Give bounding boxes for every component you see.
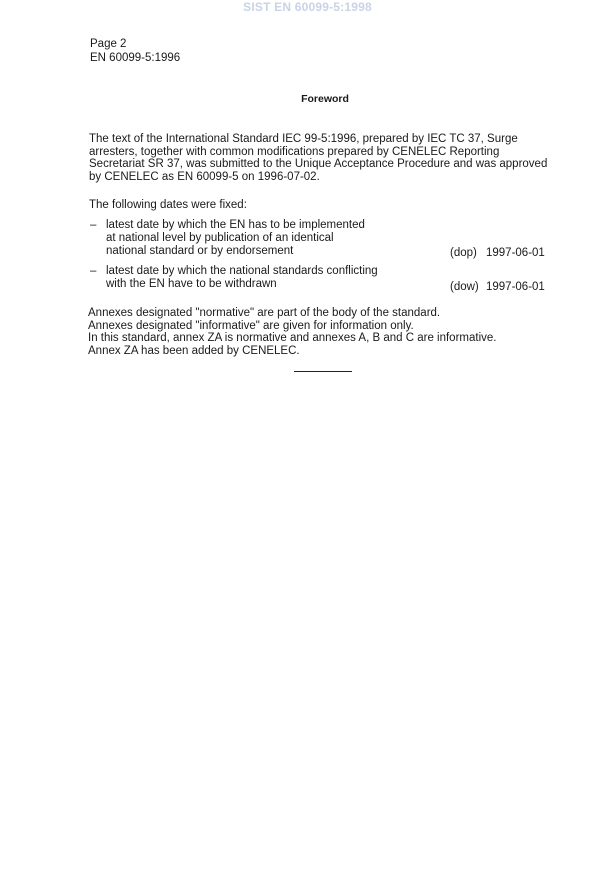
dates-intro: The following dates were fixed: [89, 199, 247, 211]
date-value: 1997-06-01 [486, 247, 545, 259]
annex-line: In this standard, annex ZA is normative and annexes A, B and C are informative. [88, 332, 497, 344]
date-item-description [106, 219, 365, 258]
date-item-description [106, 265, 378, 291]
intro-line: Secretariat SR 37, was submitted to the Unique Acceptance Procedure and was approved [89, 158, 548, 170]
foreword-intro-paragraph [89, 133, 561, 183]
annex-line: Annex ZA has been added by CENELEC. [88, 344, 300, 357]
page-header [90, 37, 180, 65]
page-number: Page 2 [90, 38, 127, 50]
intro-line: The text of the International Standard IEC 99-5:1996, prepared by IEC TC 37, Surge [89, 133, 518, 145]
date-item-line: latest date by which the EN has to be implemented [106, 219, 365, 231]
annexes-paragraph [88, 307, 496, 357]
annex-line: Annexes designated "normative" are part of the body of the standard. [88, 307, 441, 319]
date-item-line: latest date by which the national standards conflicting [106, 265, 378, 277]
annex-line: Annexes designated "informative" are given for information only. [88, 319, 414, 332]
intro-line: arresters, together with common modifications prepared by CENELEC Reporting [89, 145, 500, 158]
date-code: (dop) [450, 247, 477, 259]
date-item-line: at national level by publication of an identical [106, 232, 334, 244]
foreword-title: Foreword [301, 93, 349, 105]
date-item-line: national standard or by endorsement [106, 245, 294, 257]
date-code: (dow) [450, 281, 479, 293]
date-value: 1997-06-01 [486, 281, 545, 293]
date-item-line: with the EN have to be withdrawn [106, 278, 277, 290]
date-item-dow [90, 265, 552, 295]
intro-line: by CENELEC as EN 60099-5 on 1996-07-02. [89, 170, 320, 183]
document-id: EN 60099-5:1996 [90, 52, 181, 64]
watermark: SIST EN 60099-5:1998 [243, 0, 372, 14]
list-dash: – [90, 265, 97, 277]
end-rule-divider [294, 371, 352, 372]
list-dash: – [90, 219, 97, 231]
date-item-dop [90, 219, 552, 261]
